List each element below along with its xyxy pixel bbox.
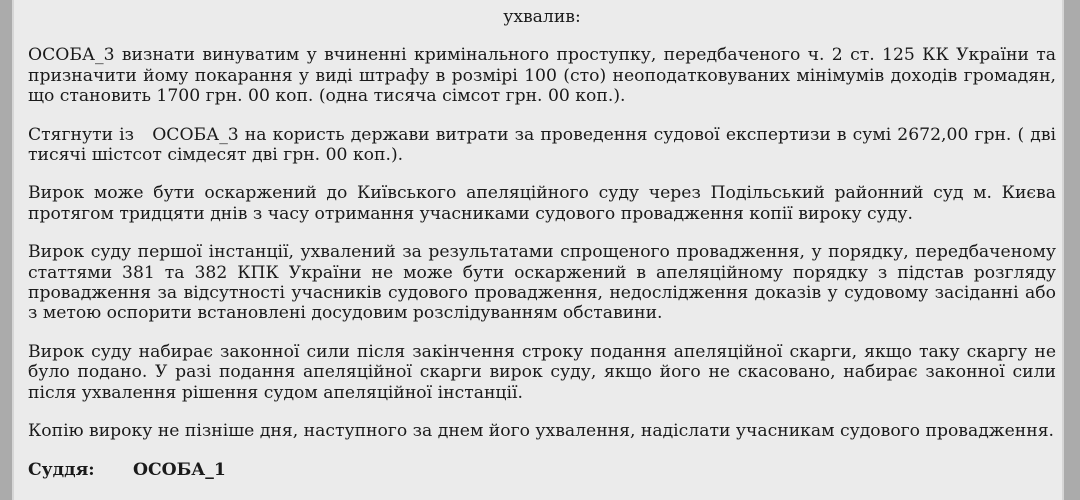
- ruling-heading: ухвалив:: [503, 7, 581, 27]
- signature-role: Суддя:: [28, 459, 95, 480]
- signature-name: ОСОБА_1: [133, 459, 226, 480]
- paragraph-legal-force: Вирок суду набирає законної сили після закінчення строку подання апеляційної скарги, якщо таку скаргу не було подано. У разі подання апеляційної скарги вирок суду, якщо його не скасовано, набирає законної сили після ухвалення рішення судом апеляційної інстанції.: [28, 341, 1056, 403]
- paragraph-appeal: Вирок може бути оскаржений до Київського апеляційного суду через Подільський районний суд м. Києва протягом тридцяти днів з часу отримання учасниками судового провадження копії вироку суду.: [28, 183, 1056, 224]
- paragraph-expenses: Стягнути із ОСОБА_3 на користь держави витрати за проведення судової експертизи в сумі 2672,00 грн. ( дві тисячі шістсот сімдесят дві грн. 00 коп.).: [28, 124, 1062, 166]
- judge-signature: [28, 460, 1056, 480]
- paragraph-appeal-limits: Вирок суду першої інстанції, ухвалений за результатами спрощеного провадження, у порядку, передбаченому статтями 381 та 382 КПК України не може бути оскаржений в апеляційному порядку з підстав розгляду провадження за відсутності учасників судового провадження, недослідження доказів у судовому засіданні або з метою оспорити встановлені досудовим розслідуванням обставини.: [28, 242, 1056, 324]
- document-body: [28, 7, 1062, 480]
- document-page: [12, 0, 1064, 500]
- paragraph-copy-delivery: Копію вироку не пізніше дня, наступного за днем його ухвалення, надіслати учасникам судового провадження.: [28, 421, 1054, 442]
- paragraph-verdict: ОСОБА_3 визнати винуватим у вчиненні кримінального проступку, передбаченого ч. 2 ст. 125 КК України та призначити йому покарання у виді штрафу в розмірі 100 (сто) неоподатковуваних мінімумів доходів громадян, що становить 1700 грн. 00 коп. (одна тисяча сімсот грн. 00 коп.).: [28, 45, 1056, 107]
